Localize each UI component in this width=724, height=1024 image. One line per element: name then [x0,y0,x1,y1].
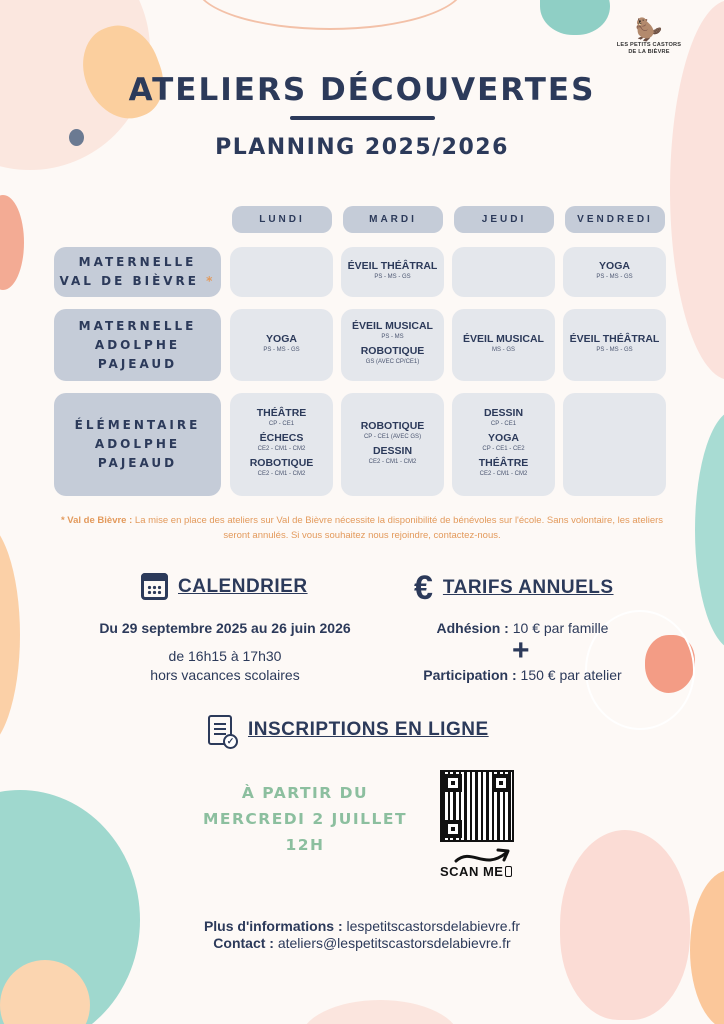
schedule-cell [563,393,666,496]
adhesion-label: Adhésion : [436,620,509,636]
inscriptions-date [190,780,420,858]
activity-name: ROBOTIQUE [360,345,425,357]
row-label-line2: ADOLPHE PAJEAUD [94,337,181,371]
day-header-jeudi: JEUDI [454,206,554,233]
activity-levels: CP - CE1 - CE2 [482,446,525,452]
schedule-cell [452,247,555,297]
row-label-line1: MATERNELLE [78,255,197,269]
document-check-icon: ✓ [208,715,232,745]
activity-levels: CE2 - CM1 - CM2 [368,458,417,465]
decor-blob [540,0,610,35]
activity-name: ÉVEIL MUSICAL [352,320,433,332]
schedule-cell [230,247,333,297]
schedule-cell [452,393,555,496]
schedule-cell [563,309,666,381]
note-text: La mise en place des ateliers sur Val de Bièvre nécessite la disponibilité de bénévoles sur l'école. Sans volontaire, les ateliers seront annulés. Si vous souhaitez nous rejoindre, contactez-nous. [134,515,664,541]
activity-levels: PS - MS - GS [596,273,633,280]
activity-levels: CP - CE1 [490,421,517,427]
qr-code[interactable] [440,770,514,842]
plus-sign: + [512,634,530,667]
activity-levels: CE2 - CM1 - CM2 [257,446,306,452]
activity-levels: CP - CE1 (AVEC GS) [363,433,422,440]
activity-levels: PS - MS [381,334,404,340]
day-header-lundi: LUNDI [232,206,332,233]
activity-name: THÉÂTRE [478,457,529,469]
day-header-mardi: MARDI [343,206,443,233]
activity-levels: PS - MS - GS [596,346,633,353]
logo [612,18,686,55]
inscriptions-heading [208,715,489,745]
calendar-holidays: hors vacances scolaires [150,667,300,683]
activity-name: YOGA [599,259,630,272]
activity-name: ÉVEIL THÉÂTRAL [569,332,660,345]
contact-line [0,934,724,953]
row-label-line1: MATERNELLE [78,318,197,333]
beaver-icon: 🦫 [635,17,663,42]
activity-name: THÉÂTRE [256,407,307,419]
page-title: ATELIERS DÉCOUVERTES [128,72,596,108]
val-de-bievre-note [60,513,664,543]
calendar-dates: Du 29 septembre 2025 au 26 juin 2026 [99,620,351,636]
activity-name: ÉVEIL THÉÂTRAL [347,259,438,272]
activity-levels: MS - GS [491,346,515,353]
activity-levels: GS (AVEC CP/CE1) [365,359,420,365]
inscriptions-date-line2: MERCREDI 2 JUILLET [202,810,408,828]
decor-blob [0,195,24,290]
calendar-title: CALENDRIER [178,575,308,597]
schedule-cell [341,393,444,496]
activity-name: YOGA [266,332,297,345]
day-header-vendredi: VENDREDI [565,206,665,233]
activity-name: ÉCHECS [259,432,304,444]
calendar-icon [141,573,168,600]
decor-blob [670,0,724,380]
calendar-heading [141,573,308,600]
logo-text-line1: LES PETITS CASTORS [616,42,682,48]
schedule-cell [341,309,444,381]
page-subtitle: PLANNING 2025/2026 [215,135,509,160]
activity-levels: PS - MS - GS [263,346,300,353]
row-label-maternelle-val-de-bievre [54,247,221,297]
tarifs-heading [414,569,614,607]
row-label-elementaire-adolphe-pajeaud [54,393,221,496]
calendar-hours: de 16h15 à 17h30 [168,648,282,664]
activity-levels: CE2 - CM1 - CM2 [257,471,306,477]
contact-email[interactable]: ateliers@lespetitscastorsdelabievre.fr [277,935,511,951]
decor-curve [195,0,465,30]
row-label-line1: ÉLÉMENTAIRE [74,418,201,432]
info-label: Plus d'informations : [203,918,343,934]
euro-icon: € [414,569,433,607]
participation-label: Participation : [423,667,517,683]
activity-levels: CP - CE1 [268,421,295,427]
info-link[interactable]: lespetitscastorsdelabievre.fr [346,918,521,934]
schedule-cell [230,393,333,496]
adhesion-value: 10 € par famille [512,620,609,636]
decor-blob [0,520,20,750]
scan-me-label: SCAN ME [440,864,530,879]
activity-name: ÉVEIL MUSICAL [463,332,544,345]
schedule-cell [230,309,333,381]
contact-label: Contact : [213,935,274,951]
row-label-line2: VAL DE BIÈVRE * [59,274,216,288]
inscriptions-date-line1: À PARTIR DU [241,784,369,802]
schedule-cell [341,247,444,297]
inscriptions-date-line3: 12H [285,836,325,854]
activity-name: DESSIN [372,444,413,457]
activity-name: YOGA [488,432,519,444]
note-label: * Val de Bièvre : [60,515,133,526]
decor-blob [695,410,724,650]
activity-levels: CE2 - CM1 - CM2 [479,471,528,477]
asterisk-mark: * [206,274,216,288]
row-label-line2: ADOLPHE PAJEAUD [94,437,181,470]
tarifs-title: TARIFS ANNUELS [442,577,614,598]
activity-name: ROBOTIQUE [249,457,314,469]
schedule-cell [563,247,666,297]
title-underline [290,116,435,120]
schedule-cell [452,309,555,381]
row-label-maternelle-adolphe-pajeaud [54,309,221,381]
decor-blob [300,1000,460,1024]
participation-value: 150 € par atelier [520,667,622,683]
phone-icon [505,866,512,877]
inscriptions-title: INSCRIPTIONS EN LIGNE [248,719,489,740]
logo-text-line2: DE LA BIÈVRE [628,48,670,55]
participation-line [395,665,650,685]
activity-name: DESSIN [483,407,524,419]
activity-name: ROBOTIQUE [360,419,425,432]
activity-levels: PS - MS - GS [374,273,411,280]
